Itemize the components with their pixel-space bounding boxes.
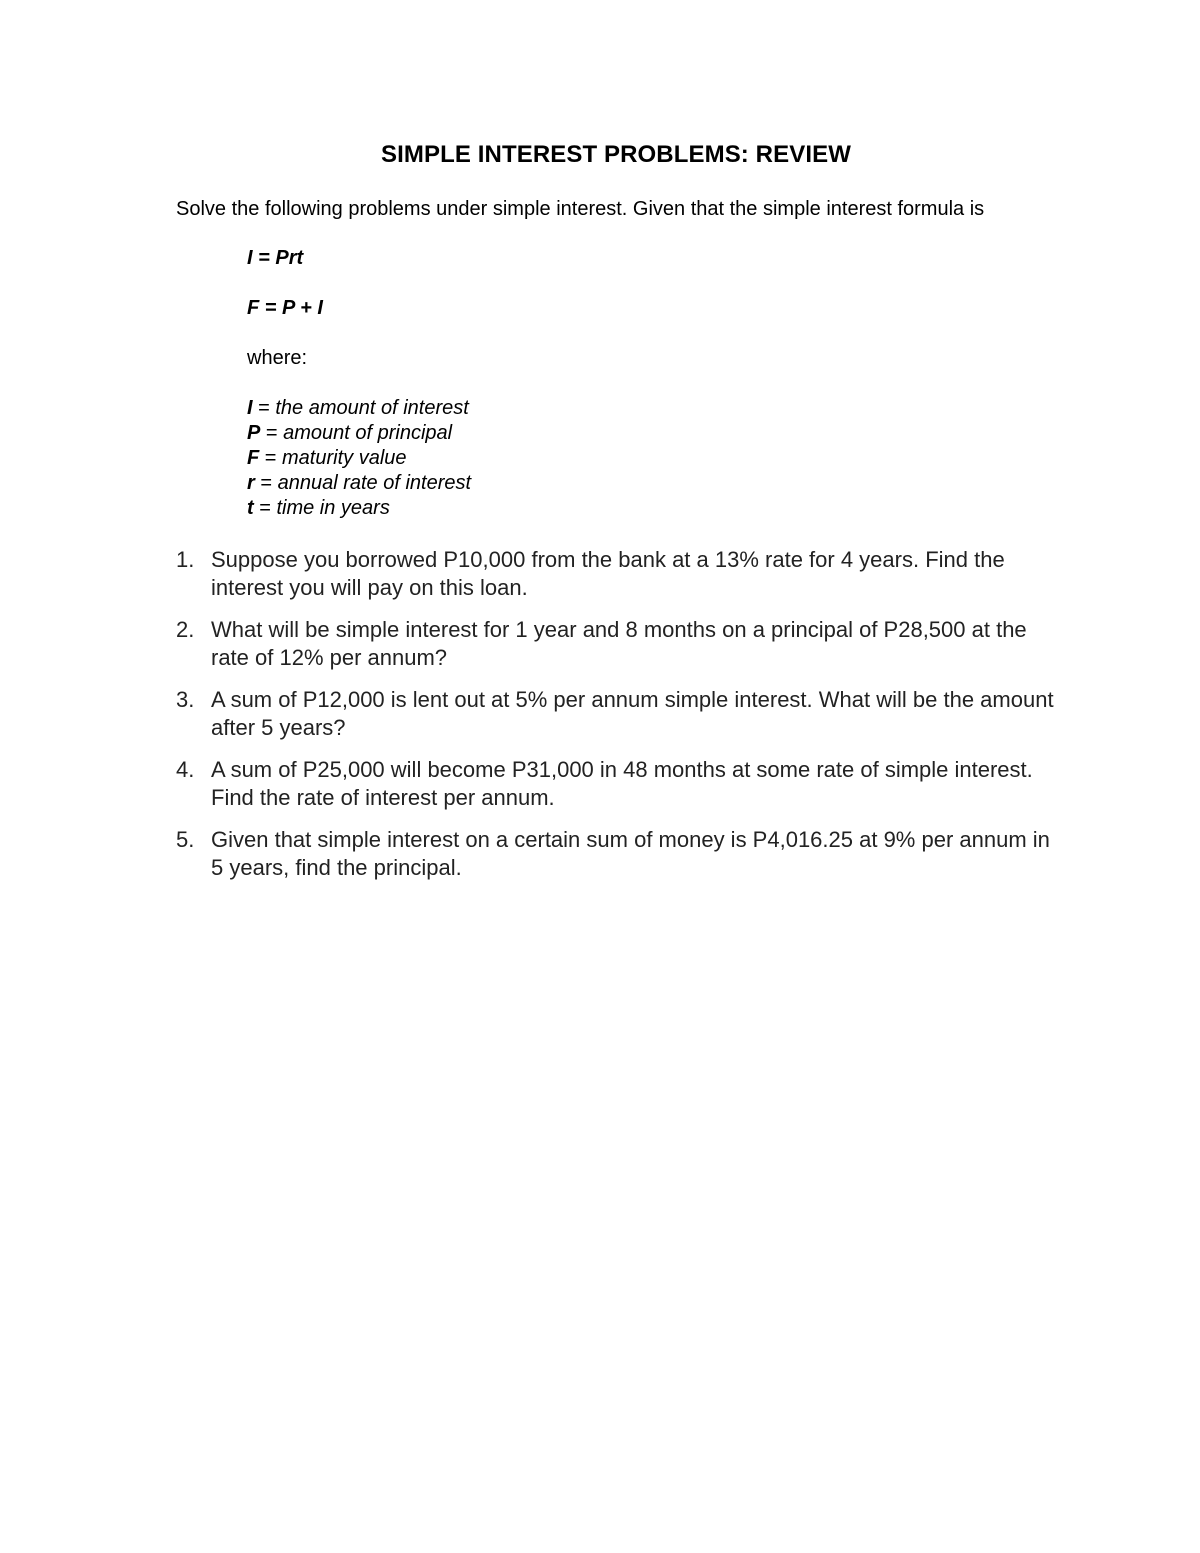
definition-meaning: time in years (276, 497, 390, 519)
problem-item (176, 756, 1056, 812)
definition-item (247, 396, 471, 421)
definition-symbol: F (247, 447, 260, 469)
problem-number: 5. (176, 827, 195, 852)
problem-number: 4. (176, 757, 195, 782)
definition-equals: = (259, 447, 283, 469)
definition-equals: = (253, 497, 277, 519)
definition-equals: = (260, 422, 284, 444)
definition-equals: = (252, 397, 276, 419)
maturity-formula: F = P + I (247, 297, 323, 319)
problem-text: Suppose you borrowed P10,000 from the bank at a 13% rate for 4 years. Find the interest you will pay on this loan. (211, 547, 1005, 600)
definition-item (247, 471, 471, 496)
definition-item (247, 421, 471, 446)
definition-meaning: amount of principal (283, 422, 453, 444)
problem-item (176, 686, 1056, 742)
page-title: SIMPLE INTEREST PROBLEMS: REVIEW (381, 141, 851, 168)
definition-equals: = (254, 472, 278, 494)
problem-item (176, 826, 1056, 882)
problem-text: A sum of P25,000 will become P31,000 in 48 months at some rate of simple interest. Find the rate of interest per annum. (211, 757, 1033, 810)
problem-text: Given that simple interest on a certain sum of money is P4,016.25 at 9% per annum in 5 years, find the principal. (211, 827, 1050, 880)
intro-text: Solve the following problems under simple interest. Given that the simple interest formula is (176, 198, 985, 220)
problem-item (176, 616, 1056, 672)
definition-meaning: the amount of interest (275, 397, 469, 419)
interest-formula: I = Prt (247, 247, 304, 269)
definition-meaning: annual rate of interest (277, 472, 472, 494)
problem-list (176, 546, 1056, 896)
problem-number: 3. (176, 687, 195, 712)
definition-symbol: r (247, 472, 255, 494)
problem-text: What will be simple interest for 1 year and 8 months on a principal of P28,500 at the rate of 12% per annum? (211, 617, 1027, 670)
where-label: where: (247, 347, 308, 369)
problem-text: A sum of P12,000 is lent out at 5% per annum simple interest. What will be the amount after 5 years? (211, 687, 1054, 740)
definitions-list (247, 396, 471, 521)
definition-symbol: P (247, 422, 261, 444)
definition-meaning: maturity value (282, 447, 407, 469)
definition-symbol: I (247, 397, 253, 419)
definition-symbol: t (247, 497, 254, 519)
definition-item (247, 446, 471, 471)
problem-item (176, 546, 1056, 602)
problem-number: 2. (176, 617, 195, 642)
problem-number: 1. (176, 547, 195, 572)
definition-item (247, 496, 471, 521)
